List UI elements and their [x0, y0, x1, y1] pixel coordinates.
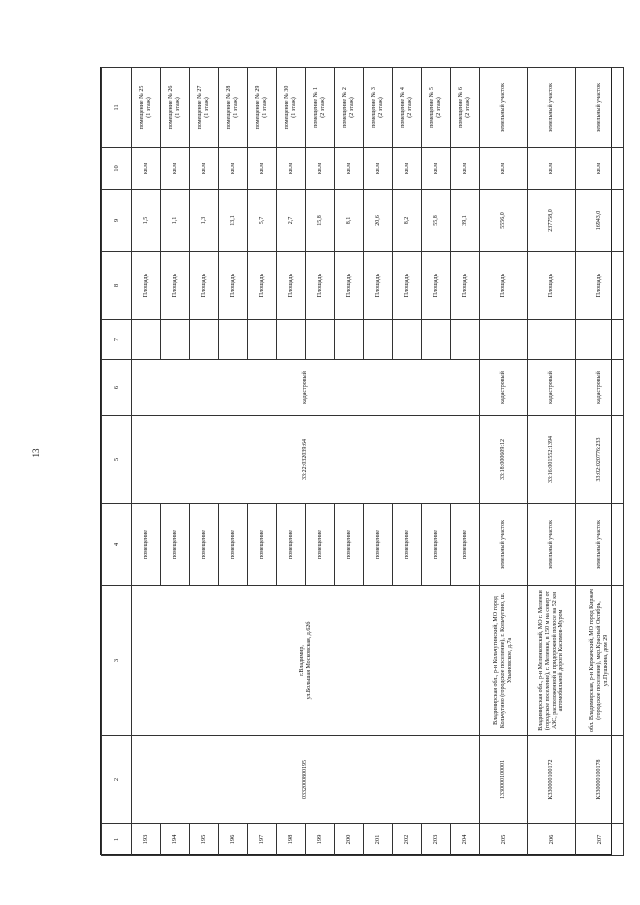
inventory-number: К330000100178	[576, 736, 624, 824]
column-header: 7	[102, 320, 132, 360]
empty-cell	[528, 320, 576, 360]
object-kind: помещение	[422, 504, 451, 586]
row-number: 197	[248, 824, 277, 856]
parameter-value: 2,7	[277, 190, 306, 252]
object-description: помещение № 26 (1 этаж)	[161, 68, 190, 148]
table-row	[576, 68, 624, 856]
parameter-value: 1,3	[190, 190, 219, 252]
unit-cell: кв.м	[190, 148, 219, 190]
object-description: земельный участок	[528, 68, 576, 148]
object-description: земельный участок	[576, 68, 624, 148]
empty-cell	[576, 320, 624, 360]
row-number: 199	[306, 824, 335, 856]
object-description: помещение № 4 (2 этаж)	[393, 68, 422, 148]
object-kind: помещение	[219, 504, 248, 586]
object-kind: помещение	[161, 504, 190, 586]
object-description: помещение № 6 (2 этаж)	[451, 68, 480, 148]
object-description: земельный участок	[480, 68, 528, 148]
row-number: 204	[451, 824, 480, 856]
inventory-number: 1330000100001	[480, 736, 528, 824]
object-description: помещение № 29 (1 этаж)	[248, 68, 277, 148]
cadastral-number: 33:18:000609:12	[480, 416, 528, 504]
parameter-value: 1,1	[161, 190, 190, 252]
object-description: помещение № 30 (1 этаж)	[277, 68, 306, 148]
parameter-name: Площадь	[161, 252, 190, 320]
object-description: помещение № 2 (2 этаж)	[335, 68, 364, 148]
row-number: 198	[277, 824, 306, 856]
column-header: 10	[102, 148, 132, 190]
row-number: 207	[576, 824, 624, 856]
cadastral-number: 33:02:020776:233	[576, 416, 624, 504]
object-kind: земельный участок	[480, 504, 528, 586]
empty-cell	[277, 320, 306, 360]
number-type: кадастровый	[576, 360, 624, 416]
parameter-value: 1,5	[132, 190, 161, 252]
column-header: 6	[102, 360, 132, 416]
unit-cell: кв.м	[219, 148, 248, 190]
parameter-name: Площадь	[364, 252, 393, 320]
parameter-name: Площадь	[480, 252, 528, 320]
parameter-name: Площадь	[422, 252, 451, 320]
object-kind: помещение	[393, 504, 422, 586]
object-description: помещение № 5 (2 этаж)	[422, 68, 451, 148]
page-number: 13	[31, 448, 41, 458]
empty-cell	[451, 320, 480, 360]
parameter-value: 237758,0	[528, 190, 576, 252]
parameter-name: Площадь	[190, 252, 219, 320]
parameter-value: 20,6	[364, 190, 393, 252]
parameter-name: Площадь	[277, 252, 306, 320]
object-kind: помещение	[451, 504, 480, 586]
parameter-value: 5556,0	[480, 190, 528, 252]
inventory-number: 0332000800195	[132, 736, 480, 824]
parameter-value: 8,2	[393, 190, 422, 252]
number-type: кадастровый	[132, 360, 480, 416]
unit-cell: кв.м	[335, 148, 364, 190]
object-description: помещение № 1 (2 этаж)	[306, 68, 335, 148]
unit-cell: кв.м	[364, 148, 393, 190]
parameter-name: Площадь	[393, 252, 422, 320]
object-kind: помещение	[248, 504, 277, 586]
object-kind: помещение	[306, 504, 335, 586]
row-number: 201	[364, 824, 393, 856]
parameter-value: 5,7	[248, 190, 277, 252]
parameter-name: Площадь	[451, 252, 480, 320]
empty-cell	[364, 320, 393, 360]
unit-cell: кв.м	[248, 148, 277, 190]
unit-cell: кв.м	[422, 148, 451, 190]
table-row	[480, 68, 528, 856]
object-description: помещение № 27 (1 этаж)	[190, 68, 219, 148]
parameter-name: Площадь	[219, 252, 248, 320]
empty-cell	[161, 320, 190, 360]
parameter-value: 13,1	[219, 190, 248, 252]
table-row	[528, 68, 576, 856]
table-row	[132, 68, 161, 856]
parameter-name: Площадь	[248, 252, 277, 320]
unit-cell: кв.м	[393, 148, 422, 190]
column-header: 1	[102, 824, 132, 856]
table-body	[102, 68, 624, 856]
parameter-value: 55,8	[422, 190, 451, 252]
parameter-value: 15,8	[306, 190, 335, 252]
unit-cell: кв.м	[576, 148, 624, 190]
column-header: 9	[102, 190, 132, 252]
column-header: 4	[102, 504, 132, 586]
inventory-number: К330000100172	[528, 736, 576, 824]
row-number: 202	[393, 824, 422, 856]
object-kind: земельный участок	[576, 504, 624, 586]
cadastral-number: 33:22:032039:64	[132, 416, 480, 504]
column-header: 5	[102, 416, 132, 504]
empty-cell	[219, 320, 248, 360]
unit-cell: кв.м	[132, 148, 161, 190]
column-header: 2	[102, 736, 132, 824]
unit-cell: кв.м	[161, 148, 190, 190]
parameter-value: 8,1	[335, 190, 364, 252]
number-type: кадастровый	[480, 360, 528, 416]
empty-cell	[132, 320, 161, 360]
unit-cell: кв.м	[480, 148, 528, 190]
object-kind: помещение	[190, 504, 219, 586]
column-header: 8	[102, 252, 132, 320]
empty-cell	[335, 320, 364, 360]
empty-cell	[190, 320, 219, 360]
parameter-name: Площадь	[576, 252, 624, 320]
number-type: кадастровый	[528, 360, 576, 416]
address-cell: г.Владимир, ул.Большая Московская, д.62б	[132, 586, 480, 736]
address-cell: Владимирская обл., р-н Меленковский, МО г. Меленки (городское поселение), г. Меленки, в 150 м на север от АЗС, расположенной в придорожной полосе на 52 км автомобильной дороги Касимов-Муром	[528, 586, 576, 736]
empty-cell	[393, 320, 422, 360]
cadastral-number: 33:16:001552:1394	[528, 416, 576, 504]
unit-cell: кв.м	[277, 148, 306, 190]
address-cell: Владимирская обл., р-н Кольчугинский, МО город Кольчугино (городское поселение), г. Кольчугино, ш. Ульяновское, д.7а	[480, 586, 528, 736]
object-kind: земельный участок	[528, 504, 576, 586]
object-description: помещение № 28 (1 этаж)	[219, 68, 248, 148]
empty-cell	[480, 320, 528, 360]
parameter-value: 39,1	[451, 190, 480, 252]
empty-cell	[248, 320, 277, 360]
object-description: помещение № 3 (2 этаж)	[364, 68, 393, 148]
row-number: 206	[528, 824, 576, 856]
unit-cell: кв.м	[306, 148, 335, 190]
row-number: 194	[161, 824, 190, 856]
row-number: 195	[190, 824, 219, 856]
empty-cell	[306, 320, 335, 360]
parameter-name: Площадь	[132, 252, 161, 320]
row-number: 205	[480, 824, 528, 856]
table-frame	[100, 67, 612, 855]
unit-cell: кв.м	[451, 148, 480, 190]
object-kind: помещение	[335, 504, 364, 586]
empty-cell	[422, 320, 451, 360]
row-number: 196	[219, 824, 248, 856]
header-row	[102, 68, 132, 856]
rotated-table-container	[101, 68, 613, 856]
column-header: 3	[102, 586, 132, 736]
row-number: 200	[335, 824, 364, 856]
property-table	[101, 67, 624, 856]
parameter-value: 16943,0	[576, 190, 624, 252]
unit-cell: кв.м	[528, 148, 576, 190]
column-header: 11	[102, 68, 132, 148]
row-number: 203	[422, 824, 451, 856]
parameter-name: Площадь	[528, 252, 576, 320]
object-kind: помещение	[277, 504, 306, 586]
address-cell: обл. Владимирская, р-н Киржачский, МО город Киржач (городское поселение), мкр.Красный Октябрь, ул.Пушкина, дом 29	[576, 586, 624, 736]
object-description: помещение № 25 (1 этаж)	[132, 68, 161, 148]
parameter-name: Площадь	[306, 252, 335, 320]
row-number: 193	[132, 824, 161, 856]
parameter-name: Площадь	[335, 252, 364, 320]
object-kind: помещение	[364, 504, 393, 586]
object-kind: помещение	[132, 504, 161, 586]
